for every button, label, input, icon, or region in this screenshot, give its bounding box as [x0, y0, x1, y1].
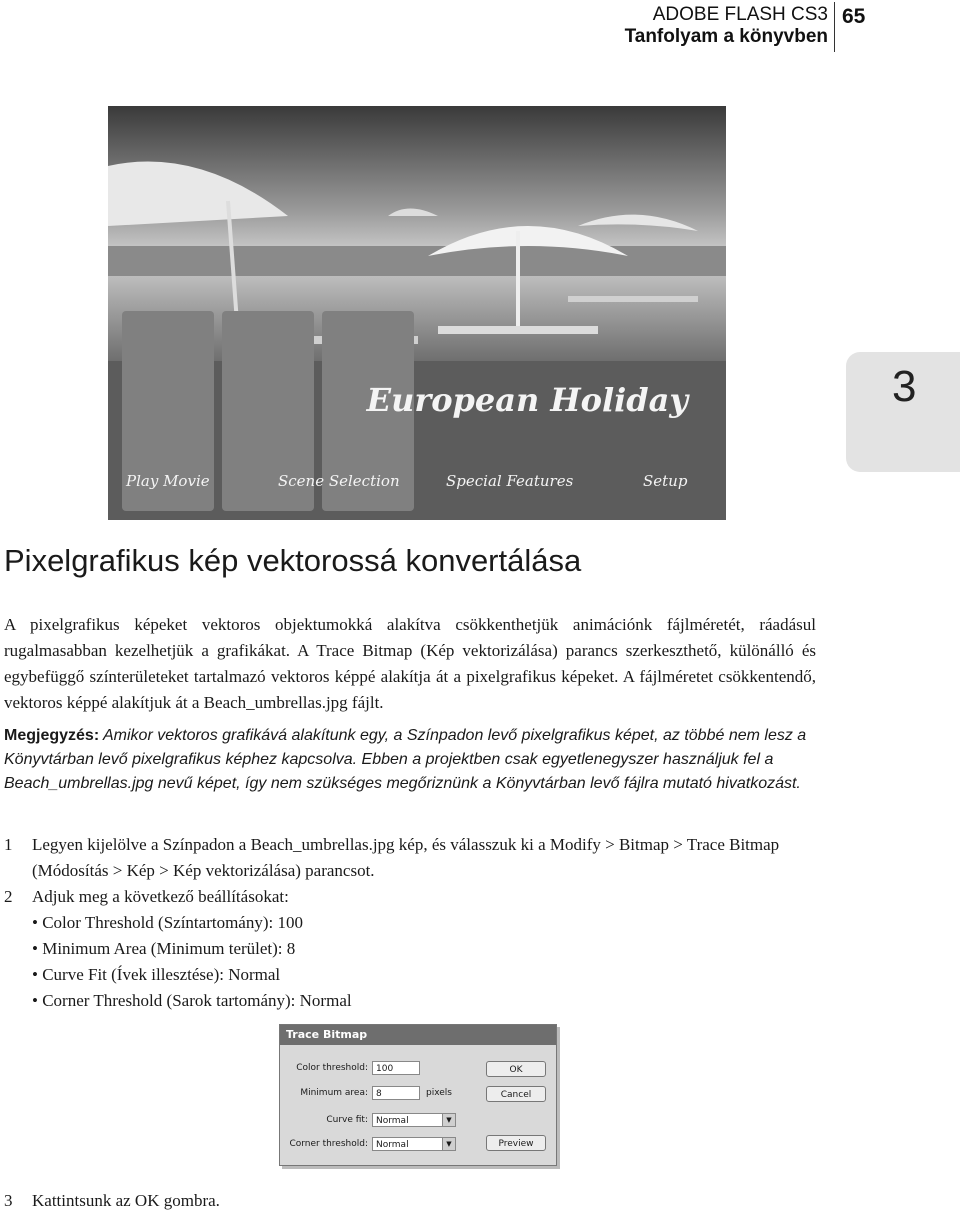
curve-fit-label: Curve fit: [326, 1115, 368, 1125]
minimum-area-input[interactable]: 8 [372, 1086, 420, 1100]
dvd-menu-photo [108, 106, 726, 520]
menu-play-movie: Play Movie [126, 472, 210, 490]
minimum-area-label: Minimum area: [300, 1088, 368, 1098]
note-label: Megjegyzés: [4, 727, 100, 744]
color-threshold-input[interactable]: 100 [372, 1061, 420, 1075]
menu-setup: Setup [643, 472, 688, 490]
menu-scene-selection: Scene Selection [278, 472, 400, 490]
book-subtitle: Tanfolyam a könyvben [624, 26, 828, 47]
curve-fit-select[interactable] [372, 1113, 456, 1127]
color-threshold-label: Color threshold: [296, 1063, 368, 1073]
note-text: Amikor vektoros grafikává alakítunk egy, a Színpadon levő pixelgrafikus képet, az többé nem lesz a Könyvtárban levő pixelgrafikus képhez kapcsolva. Ebben a projektben csak egyetlenegyszer használjuk fel a Beach_umbrellas.jpg nevű képet, így nem szükséges megőriznünk a Könyvtárban levő fájlra mutató hivatkozást. [4, 727, 807, 792]
step-text: Adjuk meg a következő beállításokat: [32, 887, 289, 906]
header-divider [834, 2, 835, 52]
book-series: ADOBE FLASH CS3 [652, 4, 828, 25]
corner-threshold-value: Normal [376, 1140, 409, 1150]
chevron-down-icon: ▼ [442, 1114, 455, 1126]
step-number: 1 [4, 835, 13, 854]
chevron-down-icon: ▼ [442, 1138, 455, 1150]
page-number: 65 [842, 5, 866, 28]
preview-button[interactable]: Preview [486, 1135, 546, 1151]
cancel-button[interactable]: Cancel [486, 1086, 546, 1102]
dialog-title: Trace Bitmap [280, 1025, 556, 1045]
setting-bullet: • Minimum Area (Minimum terület): 8 [32, 939, 296, 958]
chapter-tab [846, 352, 960, 472]
steps-list [4, 832, 824, 1014]
corner-threshold-label: Corner threshold: [289, 1139, 368, 1149]
step-text: Legyen kijelölve a Színpadon a Beach_umbrellas.jpg kép, és válasszuk ki a Modify > Bitmap > Trace Bitmap (Módosítás > Kép > Kép vektorizálása) parancsot. [32, 835, 780, 880]
trace-bitmap-dialog [279, 1024, 557, 1166]
curve-fit-value: Normal [376, 1116, 409, 1126]
running-header [625, 4, 828, 48]
ok-button[interactable]: OK [486, 1061, 546, 1077]
step-2 [4, 884, 824, 910]
setting-bullet: • Curve Fit (Ívek illesztése): Normal [32, 965, 281, 984]
step-1 [4, 832, 824, 884]
section-heading: Pixelgrafikus kép vektorossá konvertálása [4, 543, 582, 578]
step-number: 2 [4, 887, 13, 906]
pixels-unit: pixels [426, 1088, 452, 1098]
step-text: Kattintsunk az OK gombra. [32, 1191, 220, 1210]
intro-paragraph: A pixelgrafikus képeket vektoros objektumokká alakítva csökkenthetjük animációnk fájlméretét, ráadásul rugalmasabban kezelhetjük a grafikákat. A Trace Bitmap (Kép vektorizálása) parancs szerkeszthető, különálló és egybefüggő színterületeket tartalmazó vektoros képpé alakítja át a pixelgrafikus képeket. A fájlméretet csökkentendő, vektoros képpé alakítjuk át a Beach_umbrellas.jpg fájlt. [4, 615, 816, 712]
setting-bullet: • Color Threshold (Színtartomány): 100 [32, 913, 303, 932]
chapter-number: 3 [892, 362, 917, 411]
step-3 [4, 1188, 220, 1214]
photo-title: European Holiday [366, 381, 688, 419]
menu-special-features: Special Features [446, 472, 574, 490]
step-number: 3 [4, 1191, 13, 1210]
note-paragraph [4, 724, 816, 796]
corner-threshold-select[interactable] [372, 1137, 456, 1151]
setting-bullet: • Corner Threshold (Sarok tartomány): Normal [32, 991, 352, 1010]
